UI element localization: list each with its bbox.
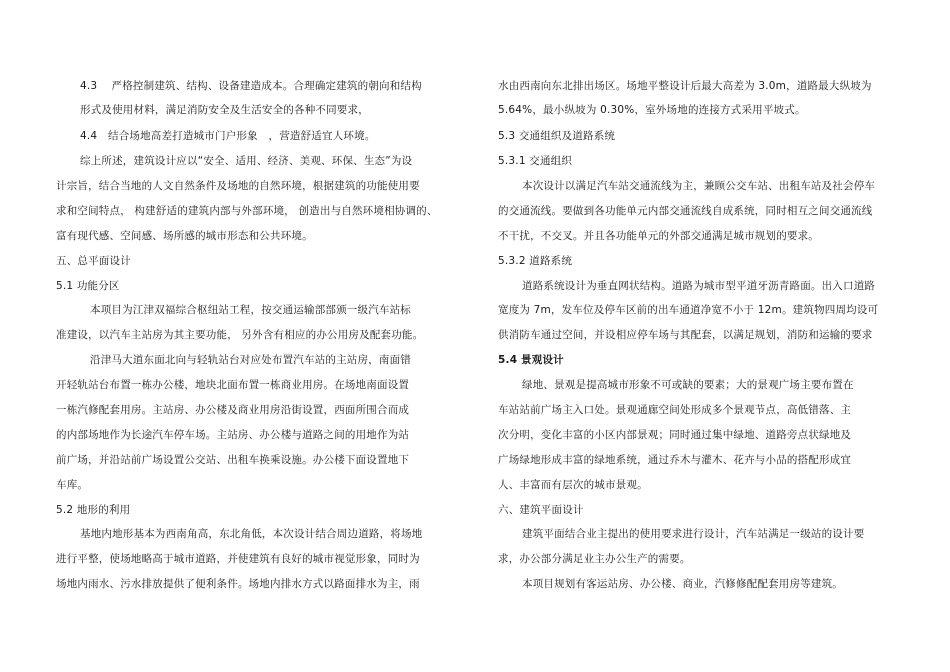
section-heading-6: 六、建筑平面设计 <box>498 504 584 516</box>
left-line-21: 场地内雨水、污水排放提供了便利条件。场地内排水方式以路面排水为主，雨 <box>56 578 420 590</box>
right-line-5: 本次设计以满足汽车站交通流线为主，兼顾公交车站、出租车站及社会停车 <box>522 180 876 192</box>
left-line-13: 开轻轨站台布置一栋办公楼，地块北面布置一栋商业用房。在场地南面设置 <box>56 379 410 391</box>
left-line-19: 基地内地形基本为西南角高，东北角低，本次设计结合周边道路，将场地 <box>80 528 423 540</box>
subheading-5-3-1: 5.3.1 交通组织 <box>498 155 573 167</box>
left-line-5: 计宗旨，结合当地的人文自然条件及场地的自然环境，根据建筑的功能使用要 <box>56 180 420 192</box>
right-line-16: 广场绿地形成丰富的绿地系统，通过乔木与灌木、花卉与小品的搭配形成宜 <box>498 454 852 466</box>
right-line-9: 道路系统设计为垂直网状结构。道路为城市型平道牙沥青路面。出入口道路 <box>522 280 876 292</box>
left-line-7: 富有现代感、空间感、场所感的城市形态和公共环境。 <box>56 230 313 242</box>
right-line-13: 绿地、景观是提高城市形象不可或缺的要素；大的景观广场主要布置在 <box>522 379 854 391</box>
right-line-2: 5.64%，最小纵坡为 0.30%，室外场地的连接方式采用平坡式。 <box>498 104 806 116</box>
right-line-1: 水由西南向东北排出场区。场地平整设计后最大高差为 3.0m，道路最大纵坡为 <box>498 80 872 92</box>
right-line-11: 供消防车通过空间，并设相应停车场与其配套，以满足规划，消防和运输的要求 <box>498 329 873 341</box>
left-line-16: 前广场，并沿站前广场设置公交站、出租车换乘设施。办公楼下面设置地下 <box>56 454 410 466</box>
subheading-5-1: 5.1 功能分区 <box>56 280 120 292</box>
subheading-5-3-2: 5.3.2 道路系统 <box>498 255 573 267</box>
left-line-12: 沿津马大道东面北向与轻轨站台对应处布置汽车站的主站房，南面错 <box>90 354 411 366</box>
right-line-17: 人、丰富而有层次的城市景观。 <box>498 479 648 491</box>
left-line-10: 本项目为江津双福综合枢纽站工程，按交通运输部部颁一级汽车站标 <box>90 304 411 316</box>
left-line-1: 4.3 严格控制建筑、结构、设备建造成本。合理确定建筑的朝向和结构 <box>80 80 422 92</box>
right-line-14: 车站站前广场主入口处。景观通廊空间处形成多个景观节点，高低错落、主 <box>498 404 852 416</box>
subheading-5-2: 5.2 地形的利用 <box>56 504 131 516</box>
right-line-15: 次分明，变化丰富的小区内部景观；同时通过集中绿地、道路旁点状绿地及 <box>498 429 852 441</box>
left-line-4: 综上所述，建筑设计应以“安全、适用、经济、美观、环保、生态”为设 <box>80 155 413 167</box>
right-line-20: 求，办公部分满足业主办公生产的需要。 <box>498 553 691 565</box>
left-line-3: 4.4 结合场地高差打造城市门户形象 ，营造舒适宜人环境。 <box>80 130 376 142</box>
right-line-10: 宽度为 7m，发车位及停车区前的出车通道净宽不小于 12m。建筑物四周均设可 <box>498 304 879 316</box>
left-line-2: 形式及使用材料，满足消防安全及生活安全的各种不同要求， <box>80 104 369 116</box>
left-line-15: 的内部场地作为长途汽车停车场。主站房、办公楼与道路之间的用地作为站 <box>56 429 410 441</box>
left-line-17: 车库。 <box>56 479 89 491</box>
subheading-5-3: 5.3 交通组织及道路系统 <box>498 130 616 142</box>
left-line-11: 准建设，以汽车主站房为其主要功能， 另外含有相应的办公用房及配套功能。 <box>56 329 424 341</box>
right-line-21: 本项目规划有客运站房、办公楼、商业，汽修修配配套用房等建筑。 <box>522 578 843 590</box>
right-line-19: 建筑平面结合业主提出的使用要求进行设计，汽车站满足一级站的设计要 <box>522 528 865 540</box>
subheading-5-4: 5.4 景观设计 <box>498 354 564 366</box>
left-line-6: 求和空间特点， 构建舒适的建筑内部与外部环境， 创造出与自然环境相协调的、 <box>56 205 438 217</box>
right-line-7: 不干扰，不交叉。并且各功能单元的外部交通满足城市规划的要求。 <box>498 230 819 242</box>
left-line-20: 进行平整，使场地略高于城市道路，并使建筑有良好的城市视觉形象，同时为 <box>56 553 420 565</box>
left-line-14: 一栋汽修配套用房。主站房、办公楼及商业用房沿街设置，西面所围合而成 <box>56 404 410 416</box>
section-heading-5: 五、总平面设计 <box>56 255 131 267</box>
right-line-6: 的交通流线。要做到各功能单元内部交通流线自成系统，同时相互之间交通流线 <box>498 205 873 217</box>
